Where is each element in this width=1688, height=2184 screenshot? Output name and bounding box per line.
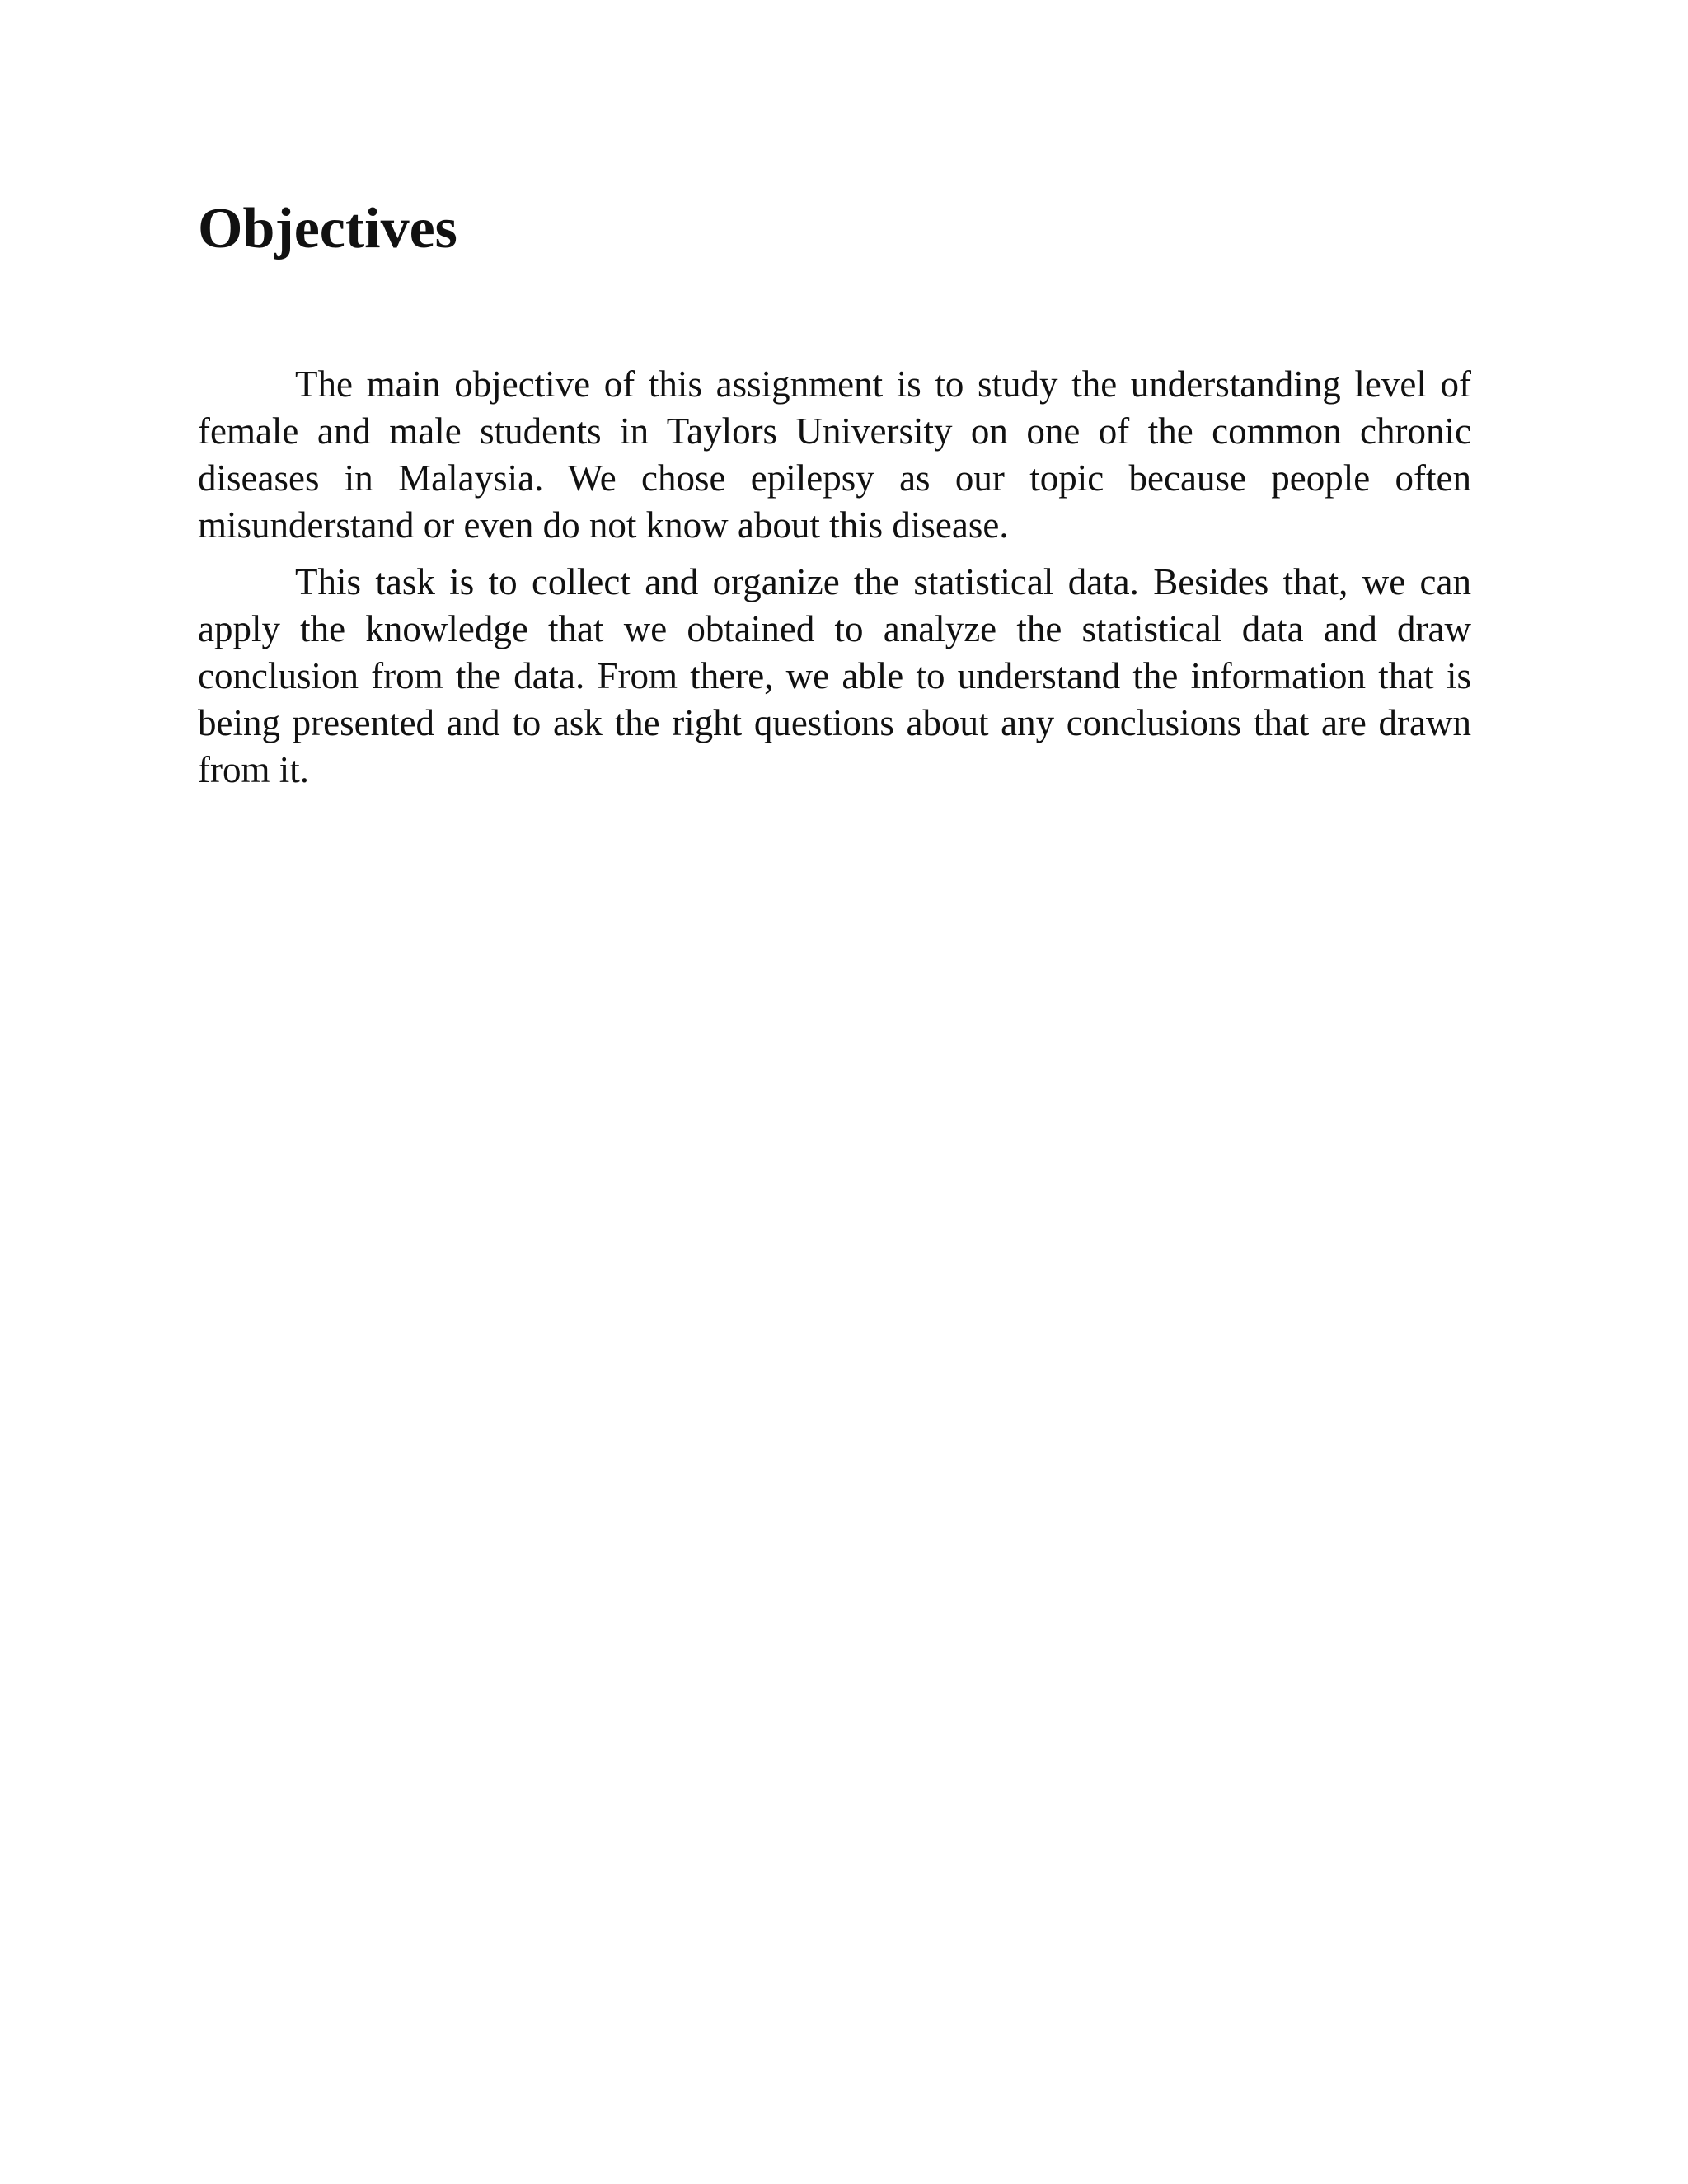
page-content (198, 190, 1471, 804)
paragraph-objective: The main objective of this assignment is to study the understanding level of female and male students in Taylors University on one of the common chronic diseases in Malaysia. We chose epilepsy as our topic because people often misunderstand or even do not know about this disease. (198, 363, 1471, 546)
section-heading: Objectives (198, 197, 457, 260)
paragraph-task: This task is to collect and organize the statistical data. Besides that, we can apply the knowledge that we obtained to analyze the statistical data and draw conclusion from the data. From there, we able to understand the information that is being presented and to ask the right questions about any conclusions that are drawn from it. (198, 561, 1471, 790)
section-body (198, 361, 1471, 794)
